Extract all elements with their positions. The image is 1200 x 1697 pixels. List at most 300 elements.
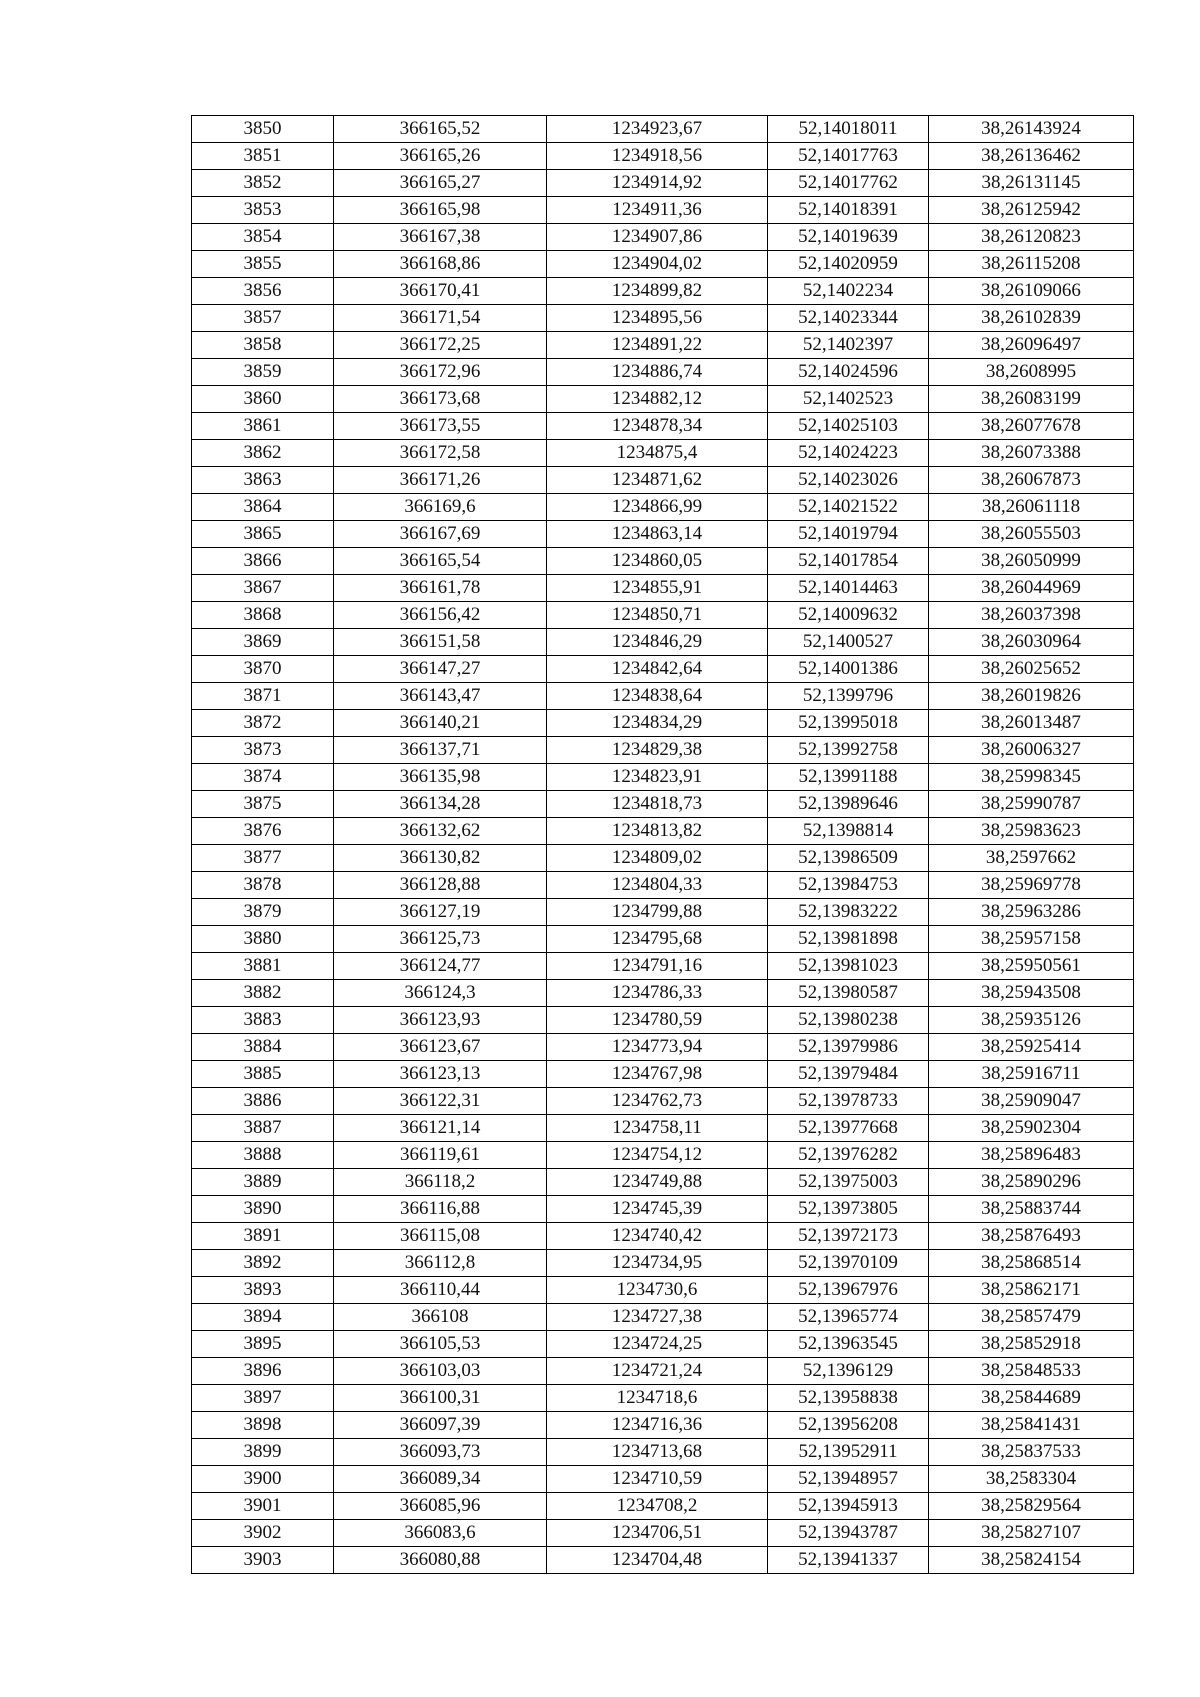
y-coordinate-cell: 1234730,6 — [547, 1277, 768, 1304]
y-coordinate-cell: 1234762,73 — [547, 1088, 768, 1115]
y-coordinate-cell: 1234895,56 — [547, 305, 768, 332]
point-number-cell: 3872 — [192, 710, 334, 737]
longitude-cell: 38,25925414 — [929, 1034, 1134, 1061]
x-coordinate-cell: 366105,53 — [334, 1331, 547, 1358]
point-number-cell: 3893 — [192, 1277, 334, 1304]
x-coordinate-cell: 366100,31 — [334, 1385, 547, 1412]
y-coordinate-cell: 1234767,98 — [547, 1061, 768, 1088]
y-coordinate-cell: 1234923,67 — [547, 116, 768, 143]
latitude-cell: 52,13981023 — [768, 953, 929, 980]
y-coordinate-cell: 1234758,11 — [547, 1115, 768, 1142]
longitude-cell: 38,25916711 — [929, 1061, 1134, 1088]
latitude-cell: 52,13980587 — [768, 980, 929, 1007]
point-number-cell: 3879 — [192, 899, 334, 926]
table-row — [192, 1277, 1134, 1304]
latitude-cell: 52,14001386 — [768, 656, 929, 683]
longitude-cell: 38,26061118 — [929, 494, 1134, 521]
y-coordinate-cell: 1234904,02 — [547, 251, 768, 278]
x-coordinate-cell: 366172,58 — [334, 440, 547, 467]
latitude-cell: 52,13943787 — [768, 1520, 929, 1547]
longitude-cell: 38,26102839 — [929, 305, 1134, 332]
x-coordinate-cell: 366083,6 — [334, 1520, 547, 1547]
latitude-cell: 52,14020959 — [768, 251, 929, 278]
latitude-cell: 52,14024596 — [768, 359, 929, 386]
longitude-cell: 38,25868514 — [929, 1250, 1134, 1277]
longitude-cell: 38,2608995 — [929, 359, 1134, 386]
latitude-cell: 52,14023026 — [768, 467, 929, 494]
x-coordinate-cell: 366173,68 — [334, 386, 547, 413]
longitude-cell: 38,25902304 — [929, 1115, 1134, 1142]
longitude-cell: 38,25943508 — [929, 980, 1134, 1007]
x-coordinate-cell: 366167,69 — [334, 521, 547, 548]
latitude-cell: 52,14018011 — [768, 116, 929, 143]
latitude-cell: 52,14019794 — [768, 521, 929, 548]
x-coordinate-cell: 366110,44 — [334, 1277, 547, 1304]
longitude-cell: 38,25983623 — [929, 818, 1134, 845]
latitude-cell: 52,13984753 — [768, 872, 929, 899]
table-row — [192, 116, 1134, 143]
latitude-cell: 52,1402397 — [768, 332, 929, 359]
x-coordinate-cell: 366112,8 — [334, 1250, 547, 1277]
point-number-cell: 3874 — [192, 764, 334, 791]
y-coordinate-cell: 1234804,33 — [547, 872, 768, 899]
table-row — [192, 737, 1134, 764]
longitude-cell: 38,25883744 — [929, 1196, 1134, 1223]
table-row — [192, 170, 1134, 197]
x-coordinate-cell: 366116,88 — [334, 1196, 547, 1223]
longitude-cell: 38,26013487 — [929, 710, 1134, 737]
y-coordinate-cell: 1234791,16 — [547, 953, 768, 980]
y-coordinate-cell: 1234918,56 — [547, 143, 768, 170]
table-row — [192, 332, 1134, 359]
x-coordinate-cell: 366123,93 — [334, 1007, 547, 1034]
point-number-cell: 3883 — [192, 1007, 334, 1034]
y-coordinate-cell: 1234727,38 — [547, 1304, 768, 1331]
point-number-cell: 3851 — [192, 143, 334, 170]
y-coordinate-cell: 1234721,24 — [547, 1358, 768, 1385]
point-number-cell: 3860 — [192, 386, 334, 413]
y-coordinate-cell: 1234780,59 — [547, 1007, 768, 1034]
table-row — [192, 305, 1134, 332]
longitude-cell: 38,26125942 — [929, 197, 1134, 224]
y-coordinate-cell: 1234773,94 — [547, 1034, 768, 1061]
y-coordinate-cell: 1234716,36 — [547, 1412, 768, 1439]
latitude-cell: 52,14023344 — [768, 305, 929, 332]
table-row — [192, 1547, 1134, 1574]
latitude-cell: 52,13979986 — [768, 1034, 929, 1061]
longitude-cell: 38,25969778 — [929, 872, 1134, 899]
latitude-cell: 52,14017763 — [768, 143, 929, 170]
x-coordinate-cell: 366135,98 — [334, 764, 547, 791]
x-coordinate-cell: 366151,58 — [334, 629, 547, 656]
table-row — [192, 251, 1134, 278]
table-row — [192, 575, 1134, 602]
table-row — [192, 548, 1134, 575]
latitude-cell: 52,1402234 — [768, 278, 929, 305]
y-coordinate-cell: 1234708,2 — [547, 1493, 768, 1520]
y-coordinate-cell: 1234834,29 — [547, 710, 768, 737]
latitude-cell: 52,13963545 — [768, 1331, 929, 1358]
point-number-cell: 3894 — [192, 1304, 334, 1331]
latitude-cell: 52,1400527 — [768, 629, 929, 656]
x-coordinate-cell: 366127,19 — [334, 899, 547, 926]
point-number-cell: 3882 — [192, 980, 334, 1007]
y-coordinate-cell: 1234818,73 — [547, 791, 768, 818]
x-coordinate-cell: 366169,6 — [334, 494, 547, 521]
point-number-cell: 3853 — [192, 197, 334, 224]
longitude-cell: 38,26030964 — [929, 629, 1134, 656]
point-number-cell: 3859 — [192, 359, 334, 386]
longitude-cell: 38,26120823 — [929, 224, 1134, 251]
longitude-cell: 38,25909047 — [929, 1088, 1134, 1115]
table-row — [192, 1331, 1134, 1358]
x-coordinate-cell: 366123,13 — [334, 1061, 547, 1088]
y-coordinate-cell: 1234838,64 — [547, 683, 768, 710]
latitude-cell: 52,13992758 — [768, 737, 929, 764]
latitude-cell: 52,13977668 — [768, 1115, 929, 1142]
table-row — [192, 1061, 1134, 1088]
latitude-cell: 52,13945913 — [768, 1493, 929, 1520]
table-row — [192, 1250, 1134, 1277]
latitude-cell: 52,14018391 — [768, 197, 929, 224]
x-coordinate-cell: 366089,34 — [334, 1466, 547, 1493]
point-number-cell: 3892 — [192, 1250, 334, 1277]
x-coordinate-cell: 366122,31 — [334, 1088, 547, 1115]
y-coordinate-cell: 1234850,71 — [547, 602, 768, 629]
table-row — [192, 1223, 1134, 1250]
point-number-cell: 3902 — [192, 1520, 334, 1547]
latitude-cell: 52,13978733 — [768, 1088, 929, 1115]
table-row — [192, 980, 1134, 1007]
table-row — [192, 602, 1134, 629]
x-coordinate-cell: 366167,38 — [334, 224, 547, 251]
longitude-cell: 38,2597662 — [929, 845, 1134, 872]
y-coordinate-cell: 1234829,38 — [547, 737, 768, 764]
table-row — [192, 1439, 1134, 1466]
y-coordinate-cell: 1234795,68 — [547, 926, 768, 953]
x-coordinate-cell: 366172,96 — [334, 359, 547, 386]
point-number-cell: 3854 — [192, 224, 334, 251]
table-row — [192, 1520, 1134, 1547]
y-coordinate-cell: 1234745,39 — [547, 1196, 768, 1223]
latitude-cell: 52,1402523 — [768, 386, 929, 413]
x-coordinate-cell: 366156,42 — [334, 602, 547, 629]
longitude-cell: 38,25890296 — [929, 1169, 1134, 1196]
point-number-cell: 3873 — [192, 737, 334, 764]
table-row — [192, 1493, 1134, 1520]
y-coordinate-cell: 1234882,12 — [547, 386, 768, 413]
point-number-cell: 3901 — [192, 1493, 334, 1520]
point-number-cell: 3850 — [192, 116, 334, 143]
y-coordinate-cell: 1234724,25 — [547, 1331, 768, 1358]
table-row — [192, 1358, 1134, 1385]
point-number-cell: 3870 — [192, 656, 334, 683]
point-number-cell: 3895 — [192, 1331, 334, 1358]
x-coordinate-cell: 366165,26 — [334, 143, 547, 170]
latitude-cell: 52,13958838 — [768, 1385, 929, 1412]
y-coordinate-cell: 1234704,48 — [547, 1547, 768, 1574]
longitude-cell: 38,26096497 — [929, 332, 1134, 359]
longitude-cell: 38,26136462 — [929, 143, 1134, 170]
x-coordinate-cell: 366143,47 — [334, 683, 547, 710]
longitude-cell: 38,26025652 — [929, 656, 1134, 683]
longitude-cell: 38,25829564 — [929, 1493, 1134, 1520]
latitude-cell: 52,13986509 — [768, 845, 929, 872]
y-coordinate-cell: 1234855,91 — [547, 575, 768, 602]
point-number-cell: 3881 — [192, 953, 334, 980]
latitude-cell: 52,13948957 — [768, 1466, 929, 1493]
y-coordinate-cell: 1234911,36 — [547, 197, 768, 224]
point-number-cell: 3863 — [192, 467, 334, 494]
y-coordinate-cell: 1234786,33 — [547, 980, 768, 1007]
table-row — [192, 467, 1134, 494]
longitude-cell: 38,26109066 — [929, 278, 1134, 305]
x-coordinate-cell: 366115,08 — [334, 1223, 547, 1250]
point-number-cell: 3880 — [192, 926, 334, 953]
latitude-cell: 52,14009632 — [768, 602, 929, 629]
table-row — [192, 1142, 1134, 1169]
x-coordinate-cell: 366173,55 — [334, 413, 547, 440]
longitude-cell: 38,25852918 — [929, 1331, 1134, 1358]
point-number-cell: 3889 — [192, 1169, 334, 1196]
point-number-cell: 3903 — [192, 1547, 334, 1574]
longitude-cell: 38,26019826 — [929, 683, 1134, 710]
table-row — [192, 1007, 1134, 1034]
x-coordinate-cell: 366147,27 — [334, 656, 547, 683]
latitude-cell: 52,1396129 — [768, 1358, 929, 1385]
point-number-cell: 3862 — [192, 440, 334, 467]
longitude-cell: 38,26083199 — [929, 386, 1134, 413]
table-row — [192, 818, 1134, 845]
table-row — [192, 953, 1134, 980]
y-coordinate-cell: 1234878,34 — [547, 413, 768, 440]
longitude-cell: 38,25848533 — [929, 1358, 1134, 1385]
longitude-cell: 38,25963286 — [929, 899, 1134, 926]
point-number-cell: 3896 — [192, 1358, 334, 1385]
point-number-cell: 3869 — [192, 629, 334, 656]
latitude-cell: 52,13965774 — [768, 1304, 929, 1331]
point-number-cell: 3866 — [192, 548, 334, 575]
latitude-cell: 52,13976282 — [768, 1142, 929, 1169]
point-number-cell: 3864 — [192, 494, 334, 521]
x-coordinate-cell: 366119,61 — [334, 1142, 547, 1169]
point-number-cell: 3865 — [192, 521, 334, 548]
x-coordinate-cell: 366170,41 — [334, 278, 547, 305]
table-row — [192, 899, 1134, 926]
longitude-cell: 38,26055503 — [929, 521, 1134, 548]
x-coordinate-cell: 366165,54 — [334, 548, 547, 575]
latitude-cell: 52,13991188 — [768, 764, 929, 791]
y-coordinate-cell: 1234823,91 — [547, 764, 768, 791]
point-number-cell: 3887 — [192, 1115, 334, 1142]
x-coordinate-cell: 366125,73 — [334, 926, 547, 953]
point-number-cell: 3858 — [192, 332, 334, 359]
point-number-cell: 3899 — [192, 1439, 334, 1466]
latitude-cell: 52,14021522 — [768, 494, 929, 521]
table-row — [192, 386, 1134, 413]
x-coordinate-cell: 366121,14 — [334, 1115, 547, 1142]
y-coordinate-cell: 1234842,64 — [547, 656, 768, 683]
y-coordinate-cell: 1234710,59 — [547, 1466, 768, 1493]
table-row — [192, 683, 1134, 710]
point-number-cell: 3898 — [192, 1412, 334, 1439]
x-coordinate-cell: 366171,26 — [334, 467, 547, 494]
latitude-cell: 52,13975003 — [768, 1169, 929, 1196]
table-row — [192, 440, 1134, 467]
x-coordinate-cell: 366124,77 — [334, 953, 547, 980]
table-row — [192, 197, 1134, 224]
longitude-cell: 38,25950561 — [929, 953, 1134, 980]
table-row — [192, 1115, 1134, 1142]
x-coordinate-cell: 366161,78 — [334, 575, 547, 602]
latitude-cell: 52,13956208 — [768, 1412, 929, 1439]
point-number-cell: 3888 — [192, 1142, 334, 1169]
x-coordinate-cell: 366123,67 — [334, 1034, 547, 1061]
point-number-cell: 3875 — [192, 791, 334, 818]
point-number-cell: 3886 — [192, 1088, 334, 1115]
y-coordinate-cell: 1234706,51 — [547, 1520, 768, 1547]
table-row — [192, 494, 1134, 521]
y-coordinate-cell: 1234734,95 — [547, 1250, 768, 1277]
latitude-cell: 52,14014463 — [768, 575, 929, 602]
latitude-cell: 52,1399796 — [768, 683, 929, 710]
point-number-cell: 3861 — [192, 413, 334, 440]
y-coordinate-cell: 1234846,29 — [547, 629, 768, 656]
y-coordinate-cell: 1234871,62 — [547, 467, 768, 494]
latitude-cell: 52,13972173 — [768, 1223, 929, 1250]
x-coordinate-cell: 366168,86 — [334, 251, 547, 278]
x-coordinate-cell: 366165,98 — [334, 197, 547, 224]
table-row — [192, 710, 1134, 737]
table-row — [192, 1034, 1134, 1061]
latitude-cell: 52,13973805 — [768, 1196, 929, 1223]
longitude-cell: 38,26037398 — [929, 602, 1134, 629]
x-coordinate-cell: 366165,52 — [334, 116, 547, 143]
point-number-cell: 3855 — [192, 251, 334, 278]
table-row — [192, 845, 1134, 872]
y-coordinate-cell: 1234891,22 — [547, 332, 768, 359]
y-coordinate-cell: 1234809,02 — [547, 845, 768, 872]
longitude-cell: 38,25998345 — [929, 764, 1134, 791]
table-row — [192, 1196, 1134, 1223]
x-coordinate-cell: 366097,39 — [334, 1412, 547, 1439]
x-coordinate-cell: 366103,03 — [334, 1358, 547, 1385]
y-coordinate-cell: 1234863,14 — [547, 521, 768, 548]
x-coordinate-cell: 366165,27 — [334, 170, 547, 197]
latitude-cell: 52,13967976 — [768, 1277, 929, 1304]
point-number-cell: 3877 — [192, 845, 334, 872]
table-row — [192, 872, 1134, 899]
table-row — [192, 1304, 1134, 1331]
table-row — [192, 926, 1134, 953]
point-number-cell: 3852 — [192, 170, 334, 197]
latitude-cell: 52,14017854 — [768, 548, 929, 575]
x-coordinate-cell: 366130,82 — [334, 845, 547, 872]
y-coordinate-cell: 1234813,82 — [547, 818, 768, 845]
latitude-cell: 52,13980238 — [768, 1007, 929, 1034]
point-number-cell: 3857 — [192, 305, 334, 332]
table-row — [192, 1466, 1134, 1493]
longitude-cell: 38,25844689 — [929, 1385, 1134, 1412]
table-row — [192, 764, 1134, 791]
y-coordinate-cell: 1234713,68 — [547, 1439, 768, 1466]
point-number-cell: 3878 — [192, 872, 334, 899]
table-row — [192, 1385, 1134, 1412]
y-coordinate-cell: 1234740,42 — [547, 1223, 768, 1250]
point-number-cell: 3890 — [192, 1196, 334, 1223]
table-row — [192, 224, 1134, 251]
longitude-cell: 38,25862171 — [929, 1277, 1134, 1304]
longitude-cell: 38,26115208 — [929, 251, 1134, 278]
point-number-cell: 3884 — [192, 1034, 334, 1061]
point-number-cell: 3867 — [192, 575, 334, 602]
longitude-cell: 38,25827107 — [929, 1520, 1134, 1547]
y-coordinate-cell: 1234718,6 — [547, 1385, 768, 1412]
x-coordinate-cell: 366140,21 — [334, 710, 547, 737]
y-coordinate-cell: 1234907,86 — [547, 224, 768, 251]
latitude-cell: 52,14025103 — [768, 413, 929, 440]
longitude-cell: 38,26067873 — [929, 467, 1134, 494]
table-row — [192, 278, 1134, 305]
longitude-cell: 38,26131145 — [929, 170, 1134, 197]
point-number-cell: 3856 — [192, 278, 334, 305]
longitude-cell: 38,26044969 — [929, 575, 1134, 602]
x-coordinate-cell: 366108 — [334, 1304, 547, 1331]
longitude-cell: 38,26073388 — [929, 440, 1134, 467]
latitude-cell: 52,13995018 — [768, 710, 929, 737]
longitude-cell: 38,25841431 — [929, 1412, 1134, 1439]
longitude-cell: 38,26143924 — [929, 116, 1134, 143]
table-row — [192, 629, 1134, 656]
table-row — [192, 656, 1134, 683]
longitude-cell: 38,25857479 — [929, 1304, 1134, 1331]
longitude-cell: 38,25957158 — [929, 926, 1134, 953]
latitude-cell: 52,13989646 — [768, 791, 929, 818]
x-coordinate-cell: 366134,28 — [334, 791, 547, 818]
x-coordinate-cell: 366085,96 — [334, 1493, 547, 1520]
longitude-cell: 38,26077678 — [929, 413, 1134, 440]
x-coordinate-cell: 366093,73 — [334, 1439, 547, 1466]
x-coordinate-cell: 366132,62 — [334, 818, 547, 845]
y-coordinate-cell: 1234886,74 — [547, 359, 768, 386]
latitude-cell: 52,14024223 — [768, 440, 929, 467]
table-row — [192, 413, 1134, 440]
x-coordinate-cell: 366171,54 — [334, 305, 547, 332]
latitude-cell: 52,13979484 — [768, 1061, 929, 1088]
longitude-cell: 38,25990787 — [929, 791, 1134, 818]
longitude-cell: 38,25935126 — [929, 1007, 1134, 1034]
longitude-cell: 38,25837533 — [929, 1439, 1134, 1466]
point-number-cell: 3897 — [192, 1385, 334, 1412]
table-row — [192, 521, 1134, 548]
table-row — [192, 143, 1134, 170]
latitude-cell: 52,13941337 — [768, 1547, 929, 1574]
table-row — [192, 1169, 1134, 1196]
longitude-cell: 38,25896483 — [929, 1142, 1134, 1169]
y-coordinate-cell: 1234799,88 — [547, 899, 768, 926]
table-row — [192, 791, 1134, 818]
latitude-cell: 52,14019639 — [768, 224, 929, 251]
latitude-cell: 52,13983222 — [768, 899, 929, 926]
table-row — [192, 359, 1134, 386]
x-coordinate-cell: 366172,25 — [334, 332, 547, 359]
y-coordinate-cell: 1234754,12 — [547, 1142, 768, 1169]
latitude-cell: 52,1398814 — [768, 818, 929, 845]
y-coordinate-cell: 1234875,4 — [547, 440, 768, 467]
longitude-cell: 38,26050999 — [929, 548, 1134, 575]
latitude-cell: 52,14017762 — [768, 170, 929, 197]
table-row — [192, 1088, 1134, 1115]
